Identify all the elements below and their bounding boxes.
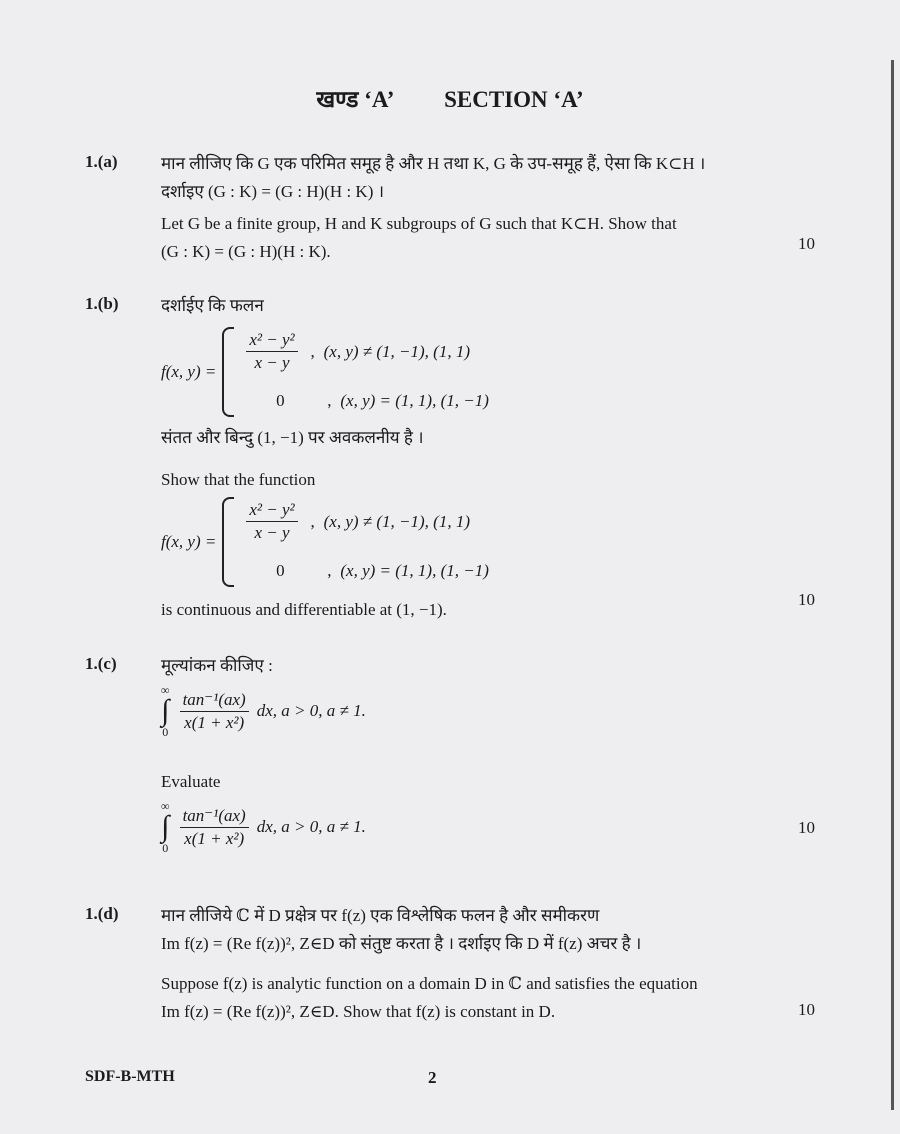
denominator: x − y	[254, 353, 290, 372]
english-text: Let G be a finite group, H and K subgroups of G such that K⊂H. Show that	[161, 214, 677, 233]
function-lhs: f(x, y) =	[161, 532, 217, 551]
scan-edge	[891, 60, 894, 1110]
integral-expression	[161, 796, 801, 858]
integral-tail: dx, a > 0, a ≠ 1.	[256, 817, 366, 836]
question-label: 1.(a)	[85, 152, 118, 171]
hindi-text: दर्शाईए कि फलन	[161, 296, 264, 315]
numerator: tan⁻¹(ax)	[180, 689, 249, 712]
zero-value: 0	[276, 561, 285, 580]
denominator: x(1 + x²)	[184, 828, 245, 848]
hindi-text: Im f(z) = (Re f(z))², Z∈D को संतुष्ट करता है । दर्शाइए कि D में f(z) अचर है ।	[161, 934, 642, 953]
english-text: is continuous and differentiable at (1, −1).	[161, 600, 447, 619]
question-label: 1.(b)	[85, 294, 119, 313]
upper-limit: ∞	[161, 799, 170, 813]
fraction	[246, 499, 297, 544]
condition: (x, y) ≠ (1, −1), (1, 1)	[323, 341, 470, 361]
marks: 10	[798, 818, 815, 837]
denominator: x − y	[254, 523, 290, 542]
brace	[222, 327, 234, 417]
english-text: Suppose f(z) is analytic function on a domain D in ℂ and satisfies the equation	[161, 974, 698, 993]
hindi-text: दर्शाइए (G : K) = (G : H)(H : K) ।	[161, 182, 385, 201]
section-heading-hindi: खण्ड ‘A’	[316, 87, 395, 112]
english-text: Show that the function	[161, 470, 316, 489]
numerator: x² − y²	[246, 499, 297, 522]
function-lhs: f(x, y) =	[161, 362, 217, 381]
hindi-text: मूल्यांकन कीजिए :	[161, 656, 273, 675]
fraction	[180, 689, 249, 734]
integral-symbol: ∫	[161, 810, 170, 843]
condition: (x, y) = (1, 1), (1, −1)	[340, 561, 489, 580]
question-label: 1.(c)	[85, 654, 117, 673]
piecewise-function: f(x, y) = $\frac{\text{x² − y²}}{x - y}$ , (x, y) ≠ (1, −1), (1, 1) 0 , (x, y) = (1, 1), (1, −1)	[161, 324, 801, 420]
paper-code: SDF-B-MTH	[85, 1068, 175, 1085]
upper-limit: ∞	[161, 683, 170, 697]
numerator: x² − y²	[246, 329, 297, 352]
marks: 10	[798, 234, 815, 253]
integral-tail: dx, a > 0, a ≠ 1.	[256, 701, 366, 720]
integral-sign	[161, 684, 170, 738]
marks: 10	[798, 1000, 815, 1019]
zero-value: 0	[276, 391, 285, 410]
section-heading	[0, 82, 900, 114]
lower-limit: 0	[162, 841, 169, 855]
fraction	[246, 329, 297, 374]
section-heading-english: SECTION ‘A’	[444, 87, 584, 112]
fraction	[180, 805, 249, 850]
integral-sign	[161, 800, 170, 854]
numerator: tan⁻¹(ax)	[180, 805, 249, 828]
piecewise-function: f(x, y) = $\frac{\text{x² − y²}}{x - y}$ , (x, y) ≠ (1, −1), (1, 1) 0 , (x, y) = (1, 1), (1, −1)	[161, 494, 801, 590]
page-number: 2	[428, 1068, 437, 1087]
lower-limit: 0	[162, 725, 169, 739]
english-text: (G : K) = (G : H)(H : K).	[161, 242, 331, 261]
question-label: 1.(d)	[85, 904, 119, 923]
marks: 10	[798, 590, 815, 609]
denominator: x(1 + x²)	[184, 712, 245, 732]
english-text: Im f(z) = (Re f(z))², Z∈D. Show that f(z) is constant in D.	[161, 1002, 556, 1021]
hindi-text: संतत और बिन्दु (1, −1) पर अवकलनीय है ।	[161, 428, 424, 447]
condition: (x, y) ≠ (1, −1), (1, 1)	[323, 511, 470, 531]
english-text: Evaluate	[161, 772, 221, 791]
condition: (x, y) = (1, 1), (1, −1)	[340, 391, 489, 410]
integral-expression	[161, 680, 801, 742]
hindi-text: मान लीजिए कि G एक परिमित समूह है और H तथा K, G के उप-समूह हैं, ऐसा कि K⊂H ।	[161, 154, 706, 173]
integral-symbol: ∫	[161, 694, 170, 727]
hindi-text: मान लीजिये ℂ में D प्रक्षेत्र पर f(z) एक विश्लेषिक फलन है और समीकरण	[161, 906, 600, 925]
brace	[222, 497, 234, 587]
